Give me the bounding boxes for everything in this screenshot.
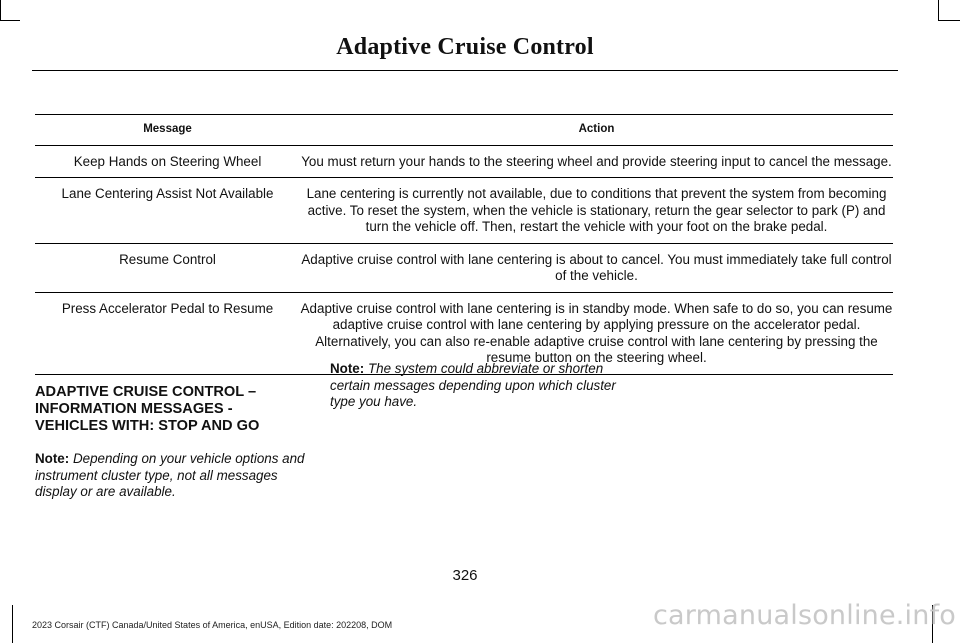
table-row bbox=[35, 243, 893, 292]
right-column bbox=[330, 361, 620, 411]
page-header-title: Adaptive Cruise Control bbox=[336, 34, 594, 60]
note-label: Note: bbox=[35, 451, 70, 466]
action-cell: Adaptive cruise control with lane centering is in standby mode. When safe to do so, you can resume adaptive cruise control with lane centering by applying pressure on the accelerator pedal. Alternatively, you can also re-enable adaptive cruise control with lane centering by pressing the resume button on the steering wheel. bbox=[300, 292, 893, 374]
crop-mark bbox=[0, 20, 20, 21]
crop-mark bbox=[12, 605, 13, 643]
section-heading: ADAPTIVE CRUISE CONTROL – INFORMATION MESSAGES - VEHICLES WITH: STOP AND GO bbox=[35, 384, 260, 434]
note-text: Depending on your vehicle options and instrument cluster type, not all messages display or are available. bbox=[35, 451, 305, 499]
action-cell: You must return your hands to the steering wheel and provide steering input to cancel the message. bbox=[300, 145, 893, 178]
watermark-logo: carmanualsonline.info bbox=[653, 600, 956, 631]
left-column bbox=[35, 384, 307, 501]
note-text: The system could abbreviate or shorten certain messages depending upon which cluster type you have. bbox=[330, 361, 616, 409]
message-cell: Press Accelerator Pedal to Resume bbox=[35, 292, 300, 374]
table-row bbox=[35, 145, 893, 178]
header-divider bbox=[32, 70, 898, 71]
message-cell: Lane Centering Assist Not Available bbox=[35, 178, 300, 244]
table-header-row bbox=[35, 115, 893, 146]
message-cell: Keep Hands on Steering Wheel bbox=[35, 145, 300, 178]
messages-table bbox=[35, 114, 893, 375]
page-number: 326 bbox=[452, 567, 478, 584]
crop-mark bbox=[0, 0, 1, 20]
crop-mark bbox=[938, 0, 939, 20]
message-cell: Resume Control bbox=[35, 243, 300, 292]
table-row bbox=[35, 178, 893, 244]
action-cell: Adaptive cruise control with lane centering is about to cancel. You must immediately take full control of the vehicle. bbox=[300, 243, 893, 292]
cluster-note bbox=[330, 361, 620, 411]
column-header-message: Message bbox=[35, 115, 300, 146]
note-label: Note: bbox=[330, 361, 365, 376]
section-note bbox=[35, 451, 307, 501]
column-header-action: Action bbox=[300, 115, 893, 146]
crop-mark bbox=[938, 20, 960, 21]
action-cell: Lane centering is currently not available, due to conditions that prevent the system from becoming active. To reset the system, when the vehicle is stationary, return the gear selector to park (P) and turn the vehicle off. Then, restart the vehicle with your foot on the brake pedal. bbox=[300, 178, 893, 244]
edition-footer: 2023 Corsair (CTF) Canada/United States of America, enUSA, Edition date: 202208, DOM bbox=[32, 620, 393, 630]
